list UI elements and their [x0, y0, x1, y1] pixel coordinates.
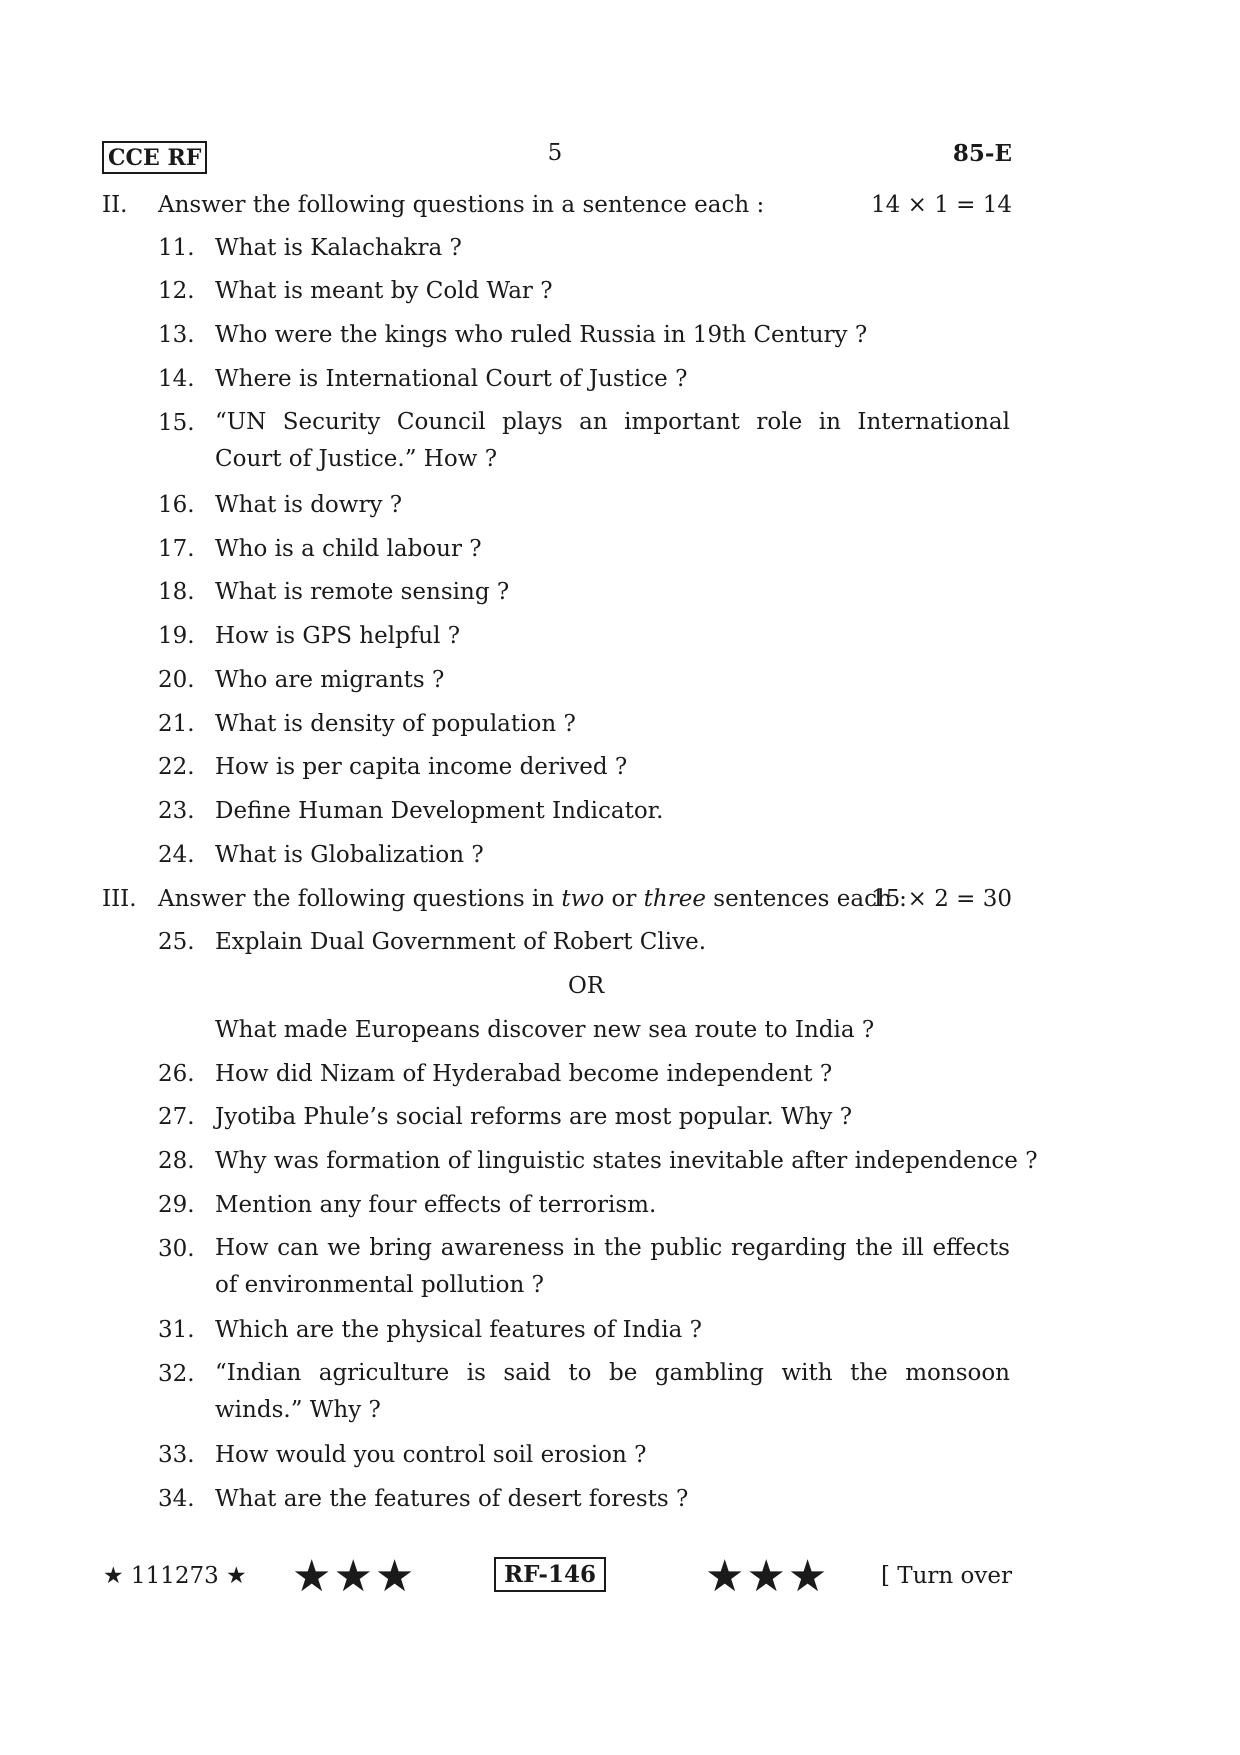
- question-text: Why was formation of linguistic states inevitable after independence ?: [215, 1148, 1038, 1174]
- or-separator: OR: [568, 973, 605, 999]
- star-icon-group-right: ★★★: [705, 1551, 830, 1602]
- question-number: 32.: [158, 1361, 195, 1387]
- question-number: 34.: [158, 1486, 195, 1512]
- question-text: How is per capita income derived ?: [215, 754, 628, 780]
- question-number: 20.: [158, 667, 195, 693]
- question-number: 16.: [158, 492, 195, 518]
- question-number: 14.: [158, 366, 195, 392]
- section-3-instruction: [158, 884, 907, 914]
- question-number: 17.: [158, 536, 195, 562]
- question-text: Who are migrants ?: [215, 667, 445, 693]
- question-text: How would you control soil erosion ?: [215, 1442, 647, 1468]
- question-number: 30.: [158, 1236, 195, 1262]
- question-text: Which are the physical features of India ?: [215, 1317, 702, 1343]
- question-text: How did Nizam of Hyderabad become independent ?: [215, 1061, 833, 1087]
- question-number: 19.: [158, 623, 195, 649]
- question-text: What is remote sensing ?: [215, 579, 510, 605]
- question-text: What is meant by Cold War ?: [215, 278, 553, 304]
- question-text: Where is International Court of Justice ?: [215, 366, 688, 392]
- question-text: What is density of population ?: [215, 711, 576, 737]
- question-text: What is Globalization ?: [215, 842, 484, 868]
- question-text: Define Human Development Indicator.: [215, 798, 664, 824]
- section-2-marks: 14 × 1 = 14: [871, 192, 1012, 218]
- question-number: 26.: [158, 1061, 195, 1087]
- question-number: 27.: [158, 1104, 195, 1130]
- turn-over-label: [ Turn over: [880, 1563, 1012, 1589]
- question-number: 21.: [158, 711, 195, 737]
- question-number: 31.: [158, 1317, 195, 1343]
- question-text: Jyotiba Phule’s social reforms are most popular. Why ?: [215, 1104, 853, 1130]
- question-number: 33.: [158, 1442, 195, 1468]
- question-text: How can we bring awareness in the public regarding the ill effects of environmental pollution ?: [215, 1235, 1010, 1298]
- question-number: 15.: [158, 410, 195, 436]
- instruction-part: Answer the following questions in: [158, 886, 562, 912]
- paper-code: 85-E: [952, 140, 1012, 167]
- question-text: What are the features of desert forests ?: [215, 1486, 689, 1512]
- question-text: “Indian agriculture is said to be gambling with the monsoon winds.” Why ?: [215, 1360, 1010, 1423]
- question-number: 13.: [158, 322, 195, 348]
- question-number: 28.: [158, 1148, 195, 1174]
- question-number: 11.: [158, 235, 195, 261]
- question-text: Who is a child labour ?: [215, 536, 482, 562]
- section-2-number: II.: [102, 192, 128, 218]
- question-number: 23.: [158, 798, 195, 824]
- instruction-part: or: [604, 886, 644, 912]
- instruction-emphasis-two: two: [561, 886, 605, 912]
- question-number: 24.: [158, 842, 195, 868]
- page-number: 5: [547, 140, 563, 166]
- question-text: Mention any four effects of terrorism.: [215, 1192, 657, 1218]
- header-code-box: CCE RF: [102, 141, 207, 174]
- instruction-emphasis-three: three: [643, 886, 706, 912]
- question-text: What is Kalachakra ?: [215, 235, 462, 261]
- section-3-number: III.: [102, 886, 137, 912]
- footer-code-box: RF-146: [494, 1557, 606, 1592]
- question-number: 25.: [158, 929, 195, 955]
- question-text: How is GPS helpful ?: [215, 623, 461, 649]
- question-text: What is dowry ?: [215, 492, 403, 518]
- instruction-part: sentences each :: [705, 886, 907, 912]
- star-icon-group-left: ★★★: [292, 1551, 417, 1602]
- question-text: “UN Security Council plays an important role in International Court of Justice.” How ?: [215, 409, 1010, 472]
- question-number: 18.: [158, 579, 195, 605]
- question-text: Explain Dual Government of Robert Clive.: [215, 929, 707, 955]
- section-3-marks: 15 × 2 = 30: [871, 886, 1012, 912]
- question-number: 29.: [158, 1192, 195, 1218]
- question-text: Who were the kings who ruled Russia in 19th Century ?: [215, 322, 868, 348]
- footer-serial-number: ★ 111273 ★: [103, 1563, 247, 1589]
- question-number: 12.: [158, 278, 195, 304]
- section-2-instruction: Answer the following questions in a sentence each :: [158, 192, 765, 218]
- question-number: 22.: [158, 754, 195, 780]
- question-alternative-text: What made Europeans discover new sea route to India ?: [215, 1017, 875, 1043]
